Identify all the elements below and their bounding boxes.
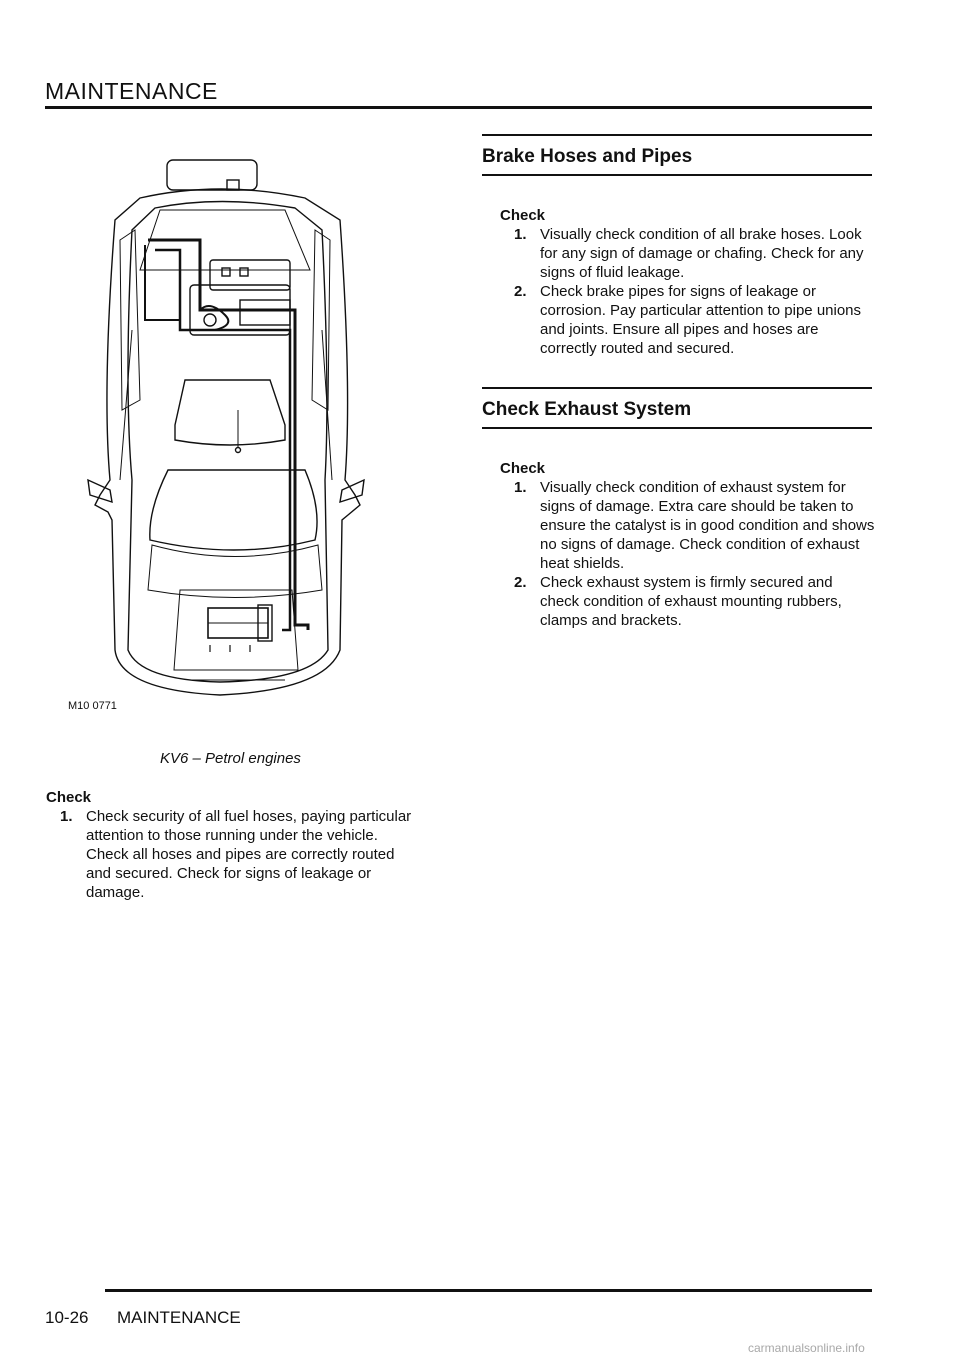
step-text: Check security of all fuel hoses, paying particular attention to those running under the vehicle. Check all hoses and pipes are correctly routed and secured. Check for signs of leakage or damage. bbox=[86, 808, 412, 901]
watermark-text: carmanualsonline.info bbox=[748, 1341, 865, 1355]
step-number: 1. bbox=[60, 808, 73, 825]
fuel-check-step bbox=[60, 807, 416, 902]
fuel-check-label: Check bbox=[46, 789, 92, 806]
brake-check-label: Check bbox=[500, 207, 546, 224]
footer-rule bbox=[105, 1289, 872, 1292]
exhaust-section-top-rule bbox=[482, 387, 872, 389]
step-text: Visually check condition of all brake hoses. Look for any sign of damage or chafing. Check for any signs of fluid leakage. bbox=[540, 226, 864, 281]
figure-id: M10 0771 bbox=[68, 700, 117, 712]
footer-page-number: 10-26 bbox=[45, 1308, 89, 1327]
step-text: Visually check condition of exhaust system for signs of damage. Extra care should be taken to ensure the catalyst is in good condition and shows no signs of damage. Check condition of exhaust heat shields. bbox=[540, 479, 875, 572]
step-number: 2. bbox=[514, 283, 527, 300]
step-text: Check exhaust system is firmly secured and check condition of exhaust mounting rubbers, clamps and brackets. bbox=[540, 574, 842, 629]
fuel-check-block bbox=[46, 788, 416, 902]
exhaust-check-step bbox=[514, 573, 875, 630]
brake-section-title: Brake Hoses and Pipes bbox=[482, 146, 693, 167]
page-header-title: MAINTENANCE bbox=[45, 78, 218, 104]
step-number: 1. bbox=[514, 479, 527, 496]
step-number: 1. bbox=[514, 226, 527, 243]
footer-section-label: MAINTENANCE bbox=[117, 1308, 241, 1327]
brake-check-block bbox=[500, 206, 875, 358]
exhaust-section-title: Check Exhaust System bbox=[482, 399, 692, 420]
brake-check-step bbox=[514, 282, 875, 358]
brake-section-bottom-rule bbox=[482, 174, 872, 176]
brake-section-top-rule bbox=[482, 134, 872, 136]
exhaust-check-step bbox=[514, 478, 875, 573]
exhaust-check-block bbox=[500, 459, 875, 630]
exhaust-check-label: Check bbox=[500, 460, 546, 477]
figure-caption: KV6 – Petrol engines bbox=[160, 750, 301, 767]
header-rule bbox=[45, 106, 872, 109]
step-text: Check brake pipes for signs of leakage or corrosion. Pay particular attention to pipe unions and joints. Ensure all pipes and hoses are correctly routed and secured. bbox=[540, 283, 862, 357]
exhaust-section-bottom-rule bbox=[482, 427, 872, 429]
vehicle-fuel-line-diagram bbox=[60, 150, 390, 720]
step-number: 2. bbox=[514, 574, 527, 591]
brake-check-step bbox=[514, 225, 875, 282]
